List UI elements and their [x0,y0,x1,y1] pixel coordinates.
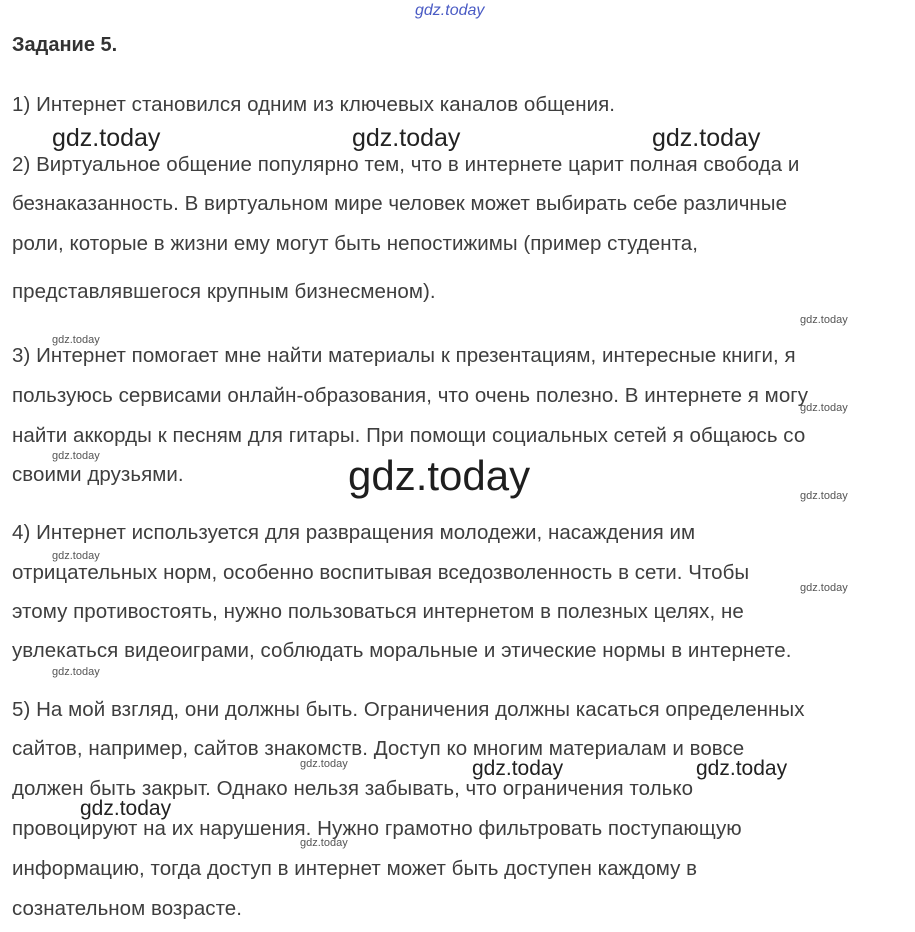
text-line: провоцируют на их нарушения. Нужно грамотно фильтровать поступающую [12,817,742,840]
text-line: 3) Интернет помогает мне найти материалы к презентациям, интересные книги, я [12,344,796,367]
text-line: увлекаться видеоиграми, соблюдать моральные и этические нормы в интернете. [12,639,792,662]
watermark-small: gdz.today [800,490,848,502]
text-line: пользуюсь сервисами онлайн-образования, что очень полезно. В интернете я могу [12,384,809,407]
watermark-large: gdz.today [348,452,531,499]
watermark-small: gdz.today [300,837,348,849]
text-line: 1) Интернет становился одним из ключевых каналов общения. [12,93,616,116]
watermark: gdz.today [472,757,564,780]
watermark-small: gdz.today [52,666,100,678]
text-line: информацию, тогда доступ в интернет может быть доступен каждому в [12,857,698,880]
watermark-small: gdz.today [52,334,100,346]
text-line: представлявшегося крупным бизнесменом). [12,280,436,303]
watermark-top: gdz.today [415,2,485,19]
watermark-small: gdz.today [800,314,848,326]
text-line: должен быть закрыт. Однако нельзя забывать, что ограничения только [12,777,694,800]
text-line: 2) Виртуальное общение популярно тем, что в интернете царит полная свобода и [12,153,800,176]
watermark: gdz.today [52,124,161,152]
text-line: найти аккорды к песням для гитары. При помощи социальных сетей я общаюсь со [12,424,806,447]
text-line: сайтов, например, сайтов знакомств. Доступ ко многим материалам и вовсе [12,737,745,760]
text-line: 4) Интернет используется для развращения молодежи, насаждения им [12,521,696,544]
text-line: сознательном возрасте. [12,897,242,920]
text-line: 5) На мой взгляд, они должны быть. Ограничения должны касаться определенных [12,698,805,721]
watermark: gdz.today [652,124,761,152]
watermark: gdz.today [696,757,788,780]
task-title: Задание 5. [12,34,118,56]
text-line: своими друзьями. [12,463,184,486]
text-line: роли, которые в жизни ему могут быть непостижимы (пример студента, [12,232,698,255]
watermark-small: gdz.today [300,758,348,770]
text-line: этому противостоять, нужно пользоваться интернетом в полезных целях, не [12,600,744,623]
watermark-small: gdz.today [800,402,848,414]
text-line: безнаказанность. В виртуальном мире человек может выбирать себе различные [12,192,788,215]
watermark-small: gdz.today [800,582,848,594]
text-line: отрицательных норм, особенно воспитывая вседозволенность в сети. Чтобы [12,561,750,584]
watermark-small: gdz.today [52,550,100,562]
watermark-small: gdz.today [52,450,100,462]
watermark: gdz.today [80,797,172,820]
watermark: gdz.today [352,124,461,152]
